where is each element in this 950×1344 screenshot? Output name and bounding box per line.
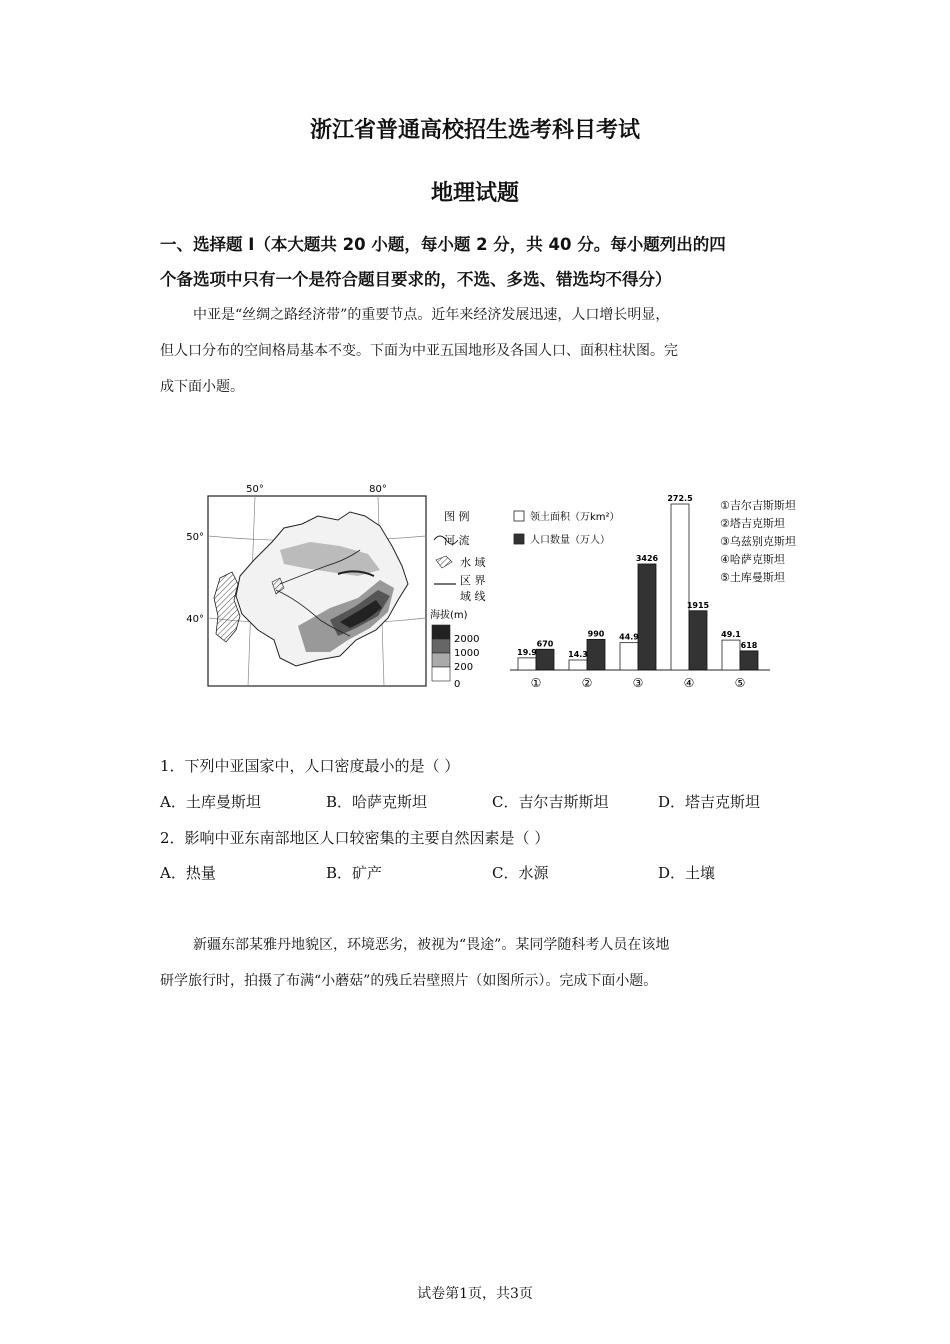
bar-population	[587, 639, 605, 670]
lat-label: 40°	[186, 614, 204, 625]
legend-title: 图 例	[444, 510, 470, 523]
lon-label: 50°	[246, 484, 264, 495]
category-label: ③	[632, 676, 644, 690]
terrain-map	[186, 484, 426, 686]
data-label-area: 19.9	[517, 647, 537, 657]
category-label: ②	[581, 676, 593, 690]
country-legend-item: ⑤土库曼斯坦	[720, 571, 785, 584]
exam-title: 浙江省普通高校招生选考科目考试	[309, 118, 640, 143]
elevation-level: 2000	[454, 634, 480, 645]
lat-label: 50°	[186, 532, 204, 543]
country-legend-item: ②塔吉克斯坦	[720, 517, 785, 530]
category-label: ⑤	[734, 676, 746, 690]
country-legend-item: ③乌兹别克斯坦	[720, 535, 796, 548]
bar-population	[689, 611, 707, 670]
elevation-title: 海拔(m)	[430, 610, 468, 621]
intro-line: 中亚是“丝绸之路经济带”的重要节点。近年来经济发展迅速，人口增长明显，	[193, 307, 670, 323]
category-label: ①	[530, 676, 542, 690]
legend-swatch-area	[514, 511, 524, 521]
data-label-population: 990	[587, 629, 605, 639]
bar-area	[722, 640, 740, 670]
question-1-stem: 1．下列中亚国家中，人口密度最小的是（ ）	[160, 757, 460, 775]
legend-item: 河 流	[444, 534, 470, 547]
legend-item: 域 线	[460, 590, 486, 603]
intro-line: 成下面小题。	[160, 379, 244, 395]
map-legend	[430, 509, 486, 690]
bar-area	[620, 643, 638, 670]
data-label-area: 44.9	[619, 632, 639, 642]
q2-option-d[interactable]: D．土壤	[658, 864, 716, 882]
bar-area	[569, 660, 587, 670]
intro-paragraph	[160, 297, 790, 405]
section-heading-line1: 一、选择题 I（本大题共 20 小题，每小题 2 分，共 40 分。每小题列出的四	[160, 235, 726, 254]
intro-line: 研学旅行时，拍摄了布满“小蘑菇”的残丘岩壁照片（如图所示）。完成下面小题。	[160, 973, 658, 989]
q2-option-a[interactable]: A．热量	[160, 864, 216, 882]
data-label-population: 618	[740, 640, 758, 650]
bar-area	[518, 658, 536, 670]
q1-option-b[interactable]: B．哈萨克斯坦	[326, 793, 428, 811]
bar-chart	[510, 494, 796, 690]
data-label-population: 3426	[635, 554, 659, 563]
intro-line: 但人口分布的空间格局基本不变。下面为中亚五国地形及各国人口、面积柱状图。完	[160, 343, 678, 359]
legend-item: 区 界	[460, 574, 486, 587]
bar-population	[638, 564, 656, 670]
country-legend-item: ①吉尔吉斯斯坦	[720, 499, 796, 512]
bar-population	[740, 651, 758, 670]
country-legend-item: ④哈萨克斯坦	[720, 553, 785, 566]
yardang-intro-paragraph	[160, 927, 790, 999]
q1-option-c[interactable]: C．吉尔吉斯斯坦	[492, 793, 609, 811]
legend-series-population: 人口数量（万人）	[530, 535, 610, 546]
legend-swatch-population	[514, 534, 524, 544]
question-2-stem: 2．影响中亚东南部地区人口较密集的主要自然因素是（ ）	[160, 829, 550, 847]
water-legend-icon	[436, 556, 452, 568]
figure	[180, 480, 820, 705]
data-label-population: 670	[536, 639, 554, 649]
page-footer: 试卷第1页，共3页	[417, 1286, 533, 1302]
lon-label: 80°	[369, 484, 387, 495]
elevation-level: 1000	[454, 648, 480, 659]
section-heading-line2: 个备选项中只有一个是符合题目要求的，不选、多选、错选均不得分）	[160, 270, 672, 289]
bar-population	[536, 649, 554, 670]
q1-option-d[interactable]: D．塔吉克斯坦	[658, 793, 761, 811]
data-label-area: 272.5	[667, 494, 693, 503]
q1-option-a[interactable]: A．土库曼斯坦	[160, 793, 261, 811]
q2-option-c[interactable]: C．水源	[492, 864, 549, 882]
bar-area	[671, 504, 689, 670]
data-label-population: 1915	[686, 600, 710, 610]
legend-series-area: 领土面积（万km²）	[530, 512, 620, 523]
elevation-level: 200	[454, 662, 474, 673]
intro-line: 新疆东部某雅丹地貌区，环境恶劣，被视为“畏途”。某同学随科考人员在该地	[193, 937, 670, 953]
legend-item: 水 域	[460, 556, 486, 569]
data-label-area: 14.3	[568, 650, 588, 659]
data-label-area: 49.1	[721, 630, 741, 640]
q2-option-b[interactable]: B．矿产	[326, 864, 383, 882]
figure-svg	[180, 480, 820, 705]
subject-title: 地理试题	[430, 181, 519, 206]
category-label: ④	[683, 676, 695, 690]
elevation-level: 0	[454, 679, 461, 690]
